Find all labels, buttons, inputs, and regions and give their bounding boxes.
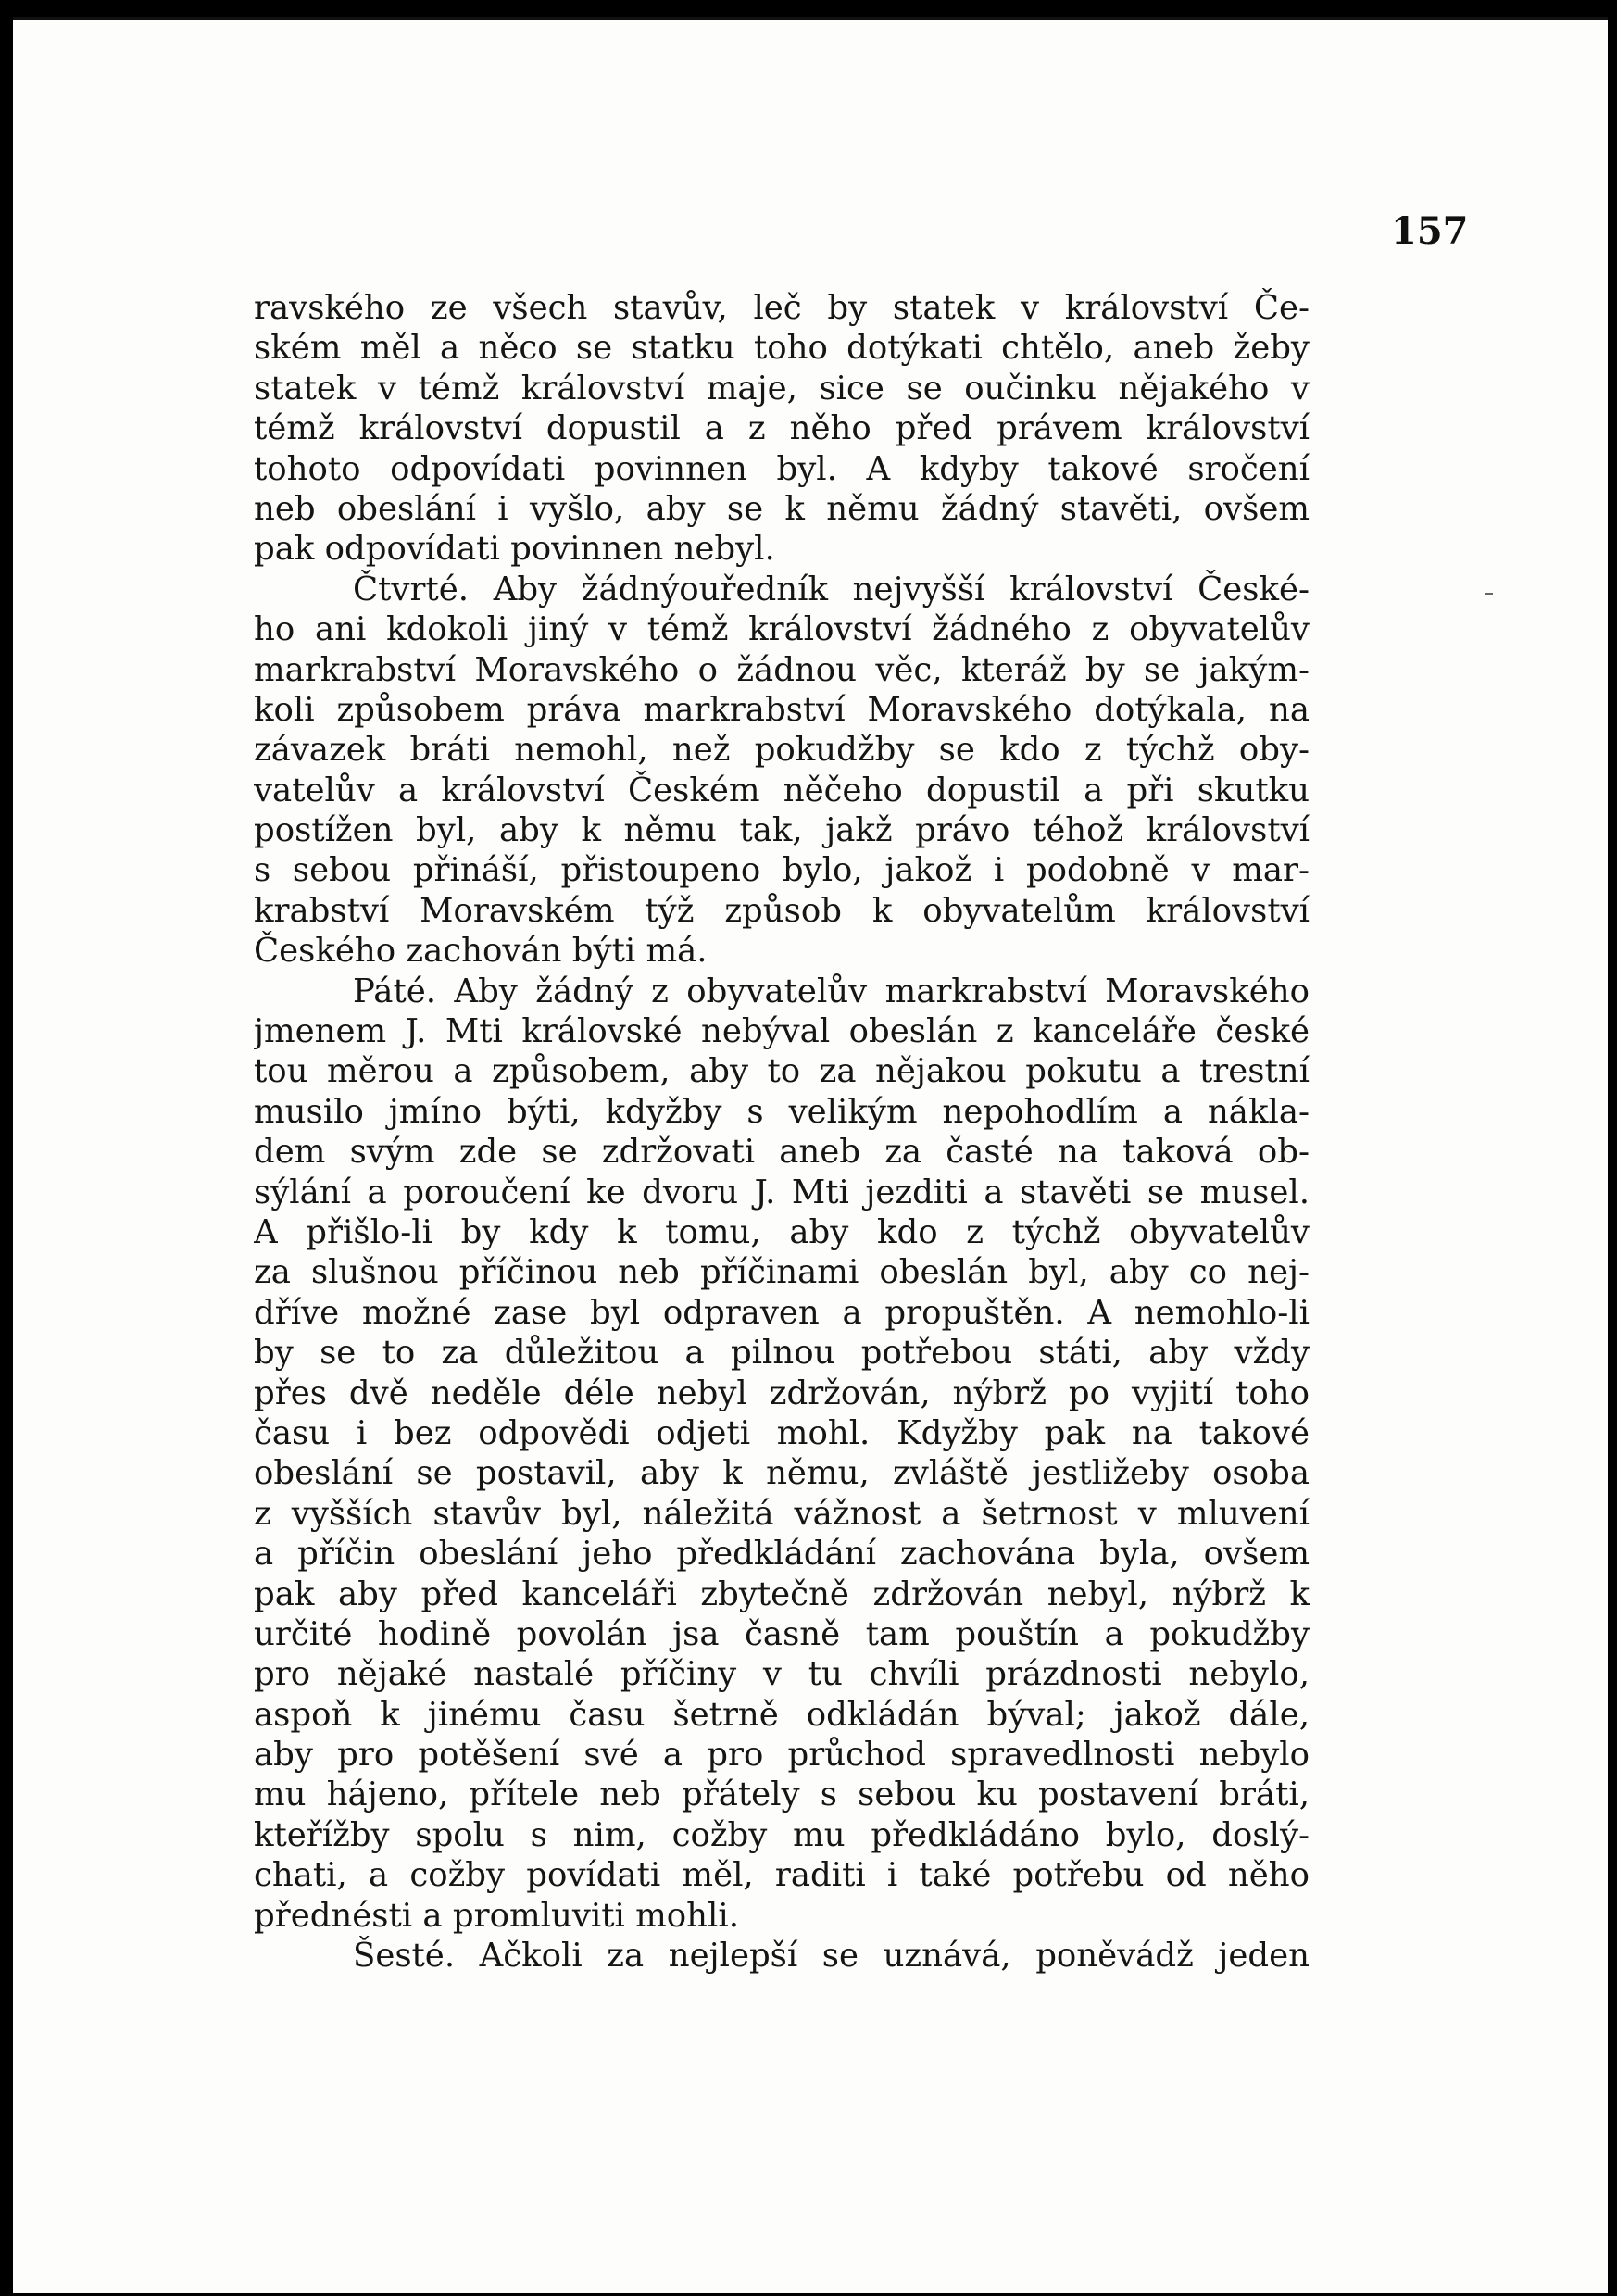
text-line: koli způsobem práva markrabství Moravského dotýkala, na (254, 690, 1310, 729)
text-line: a příčin obeslání jeho předkládání zachována byla, ovšem (254, 1535, 1310, 1574)
text-line: postížen byl, aby k němu tak, jakž právo téhož království (254, 811, 1310, 850)
text-line: pro nějaké nastalé příčiny v tu chvíli prázdnosti nebylo, (254, 1655, 1310, 1694)
text-line: tohoto odpovídati povinnen byl. A kdyby takové sročení (254, 449, 1310, 488)
text-line: závazek bráti nemohl, než pokudžby se kdo z týchž oby- (254, 731, 1310, 770)
text-line: statek v témž království maje, sice se oučinku nějakého v (254, 369, 1310, 408)
text-line: ravského ze všech stavův, leč by statek v království Če- (254, 289, 1310, 327)
text-line: témž království dopustil a z něho před právem království (254, 409, 1310, 448)
text-line: jmenem J. Mti královské nebýval obeslán z kanceláře české (254, 1012, 1310, 1051)
text-line: aby pro potěšení své a pro průchod spravedlnosti nebylo (254, 1736, 1310, 1775)
page-top-edge (13, 17, 1608, 20)
text-line: musilo jmíno býti, kdyžby s velikým nepohodlím a náklа- (254, 1092, 1310, 1131)
text-line: Českého zachován býti má. (254, 932, 708, 971)
text-line: přednésti a promluviti mohli. (254, 1896, 740, 1935)
text-line: mu hájeno, přítele neb přátely s sebou ku postavení bráti, (254, 1775, 1310, 1814)
text-line: pak odpovídati povinnen nebyl. (254, 530, 775, 569)
text-line: obeslání se postavil, aby k němu, zvláště jestližeby osoba (254, 1454, 1310, 1493)
text-line: ho ani kdokoli jiný v témž království žádného z obyvatelův (254, 610, 1310, 649)
body-text (254, 288, 1310, 1976)
text-line: vatelův a království Českém něčeho dopustil a při skutku (254, 771, 1310, 809)
text-line: chati, a cožby povídati měl, raditi i také potřebu od něho (254, 1856, 1310, 1895)
text-line: tou měrou a způsobem, aby to za nějakou pokutu a trestní (254, 1052, 1310, 1091)
text-line: času i bez odpovědi odjeti mohl. Kdyžby pak na takové (254, 1413, 1310, 1452)
text-line: aspoň k jinému času šetrně odkládán býval; jakož dále, (254, 1695, 1310, 1734)
text-line: sýlání a poroučení ke dvoru J. Mti jezditi a stavěti se musel. (254, 1173, 1310, 1211)
text-line: markrabství Moravského o žádnou věc, kteráž by se jakým- (254, 650, 1310, 689)
text-line: neb obeslání i vyšlo, aby se k němu žádný stavěti, ovšem (254, 489, 1310, 528)
text-line: z vyšších stavův byl, náležitá vážnost a šetrnost v mluvení (254, 1494, 1310, 1533)
text-line: krabství Moravském týž způsob k obyvatelům království (254, 891, 1310, 930)
text-line: s sebou přináší, přistoupeno bylo, jakož i podobně v mar- (254, 851, 1310, 890)
text-line: Čtvrté. Aby žádnýouředník nejvyšší království České- (353, 570, 1310, 609)
text-line: dříve možné zase byl odpraven a propuštěn. A nemohlo-li (254, 1293, 1310, 1332)
text-line: určité hodině povolán jsa časně tam pouštín a pokudžby (254, 1614, 1310, 1653)
text-line: Páté. Aby žádný z obyvatelův markrabství Moravského (353, 972, 1310, 1010)
page-number: 157 (1391, 209, 1469, 253)
text-line: by se to za důležitou a pilnou potřebou státi, aby vždy (254, 1334, 1310, 1373)
text-line: kteřížby spolu s nim, cožby mu předkládáno bylo, doslý- (254, 1815, 1310, 1854)
margin-mark (1485, 593, 1493, 595)
text-line: dem svým zde se zdržovati aneb za časté na taková ob- (254, 1133, 1310, 1172)
text-line: Šesté. Ačkoli za nejlepší se uznává, poněvádž jeden (353, 1937, 1310, 1976)
text-line: A přišlo-li by kdy k tomu, aby kdo z týchž obyvatelův (254, 1212, 1310, 1251)
text-line: za slušnou příčinou neb příčinami obeslán byl, aby co nej- (254, 1253, 1310, 1292)
text-line: pak aby před kanceláři zbytečně zdržován nebyl, nýbrž k (254, 1575, 1310, 1613)
text-line: ském měl a něco se statku toho dotýkati chtělo, aneb žeby (254, 329, 1310, 368)
text-line: přes dvě neděle déle nebyl zdržován, nýbrž po vyjití toho (254, 1374, 1310, 1412)
